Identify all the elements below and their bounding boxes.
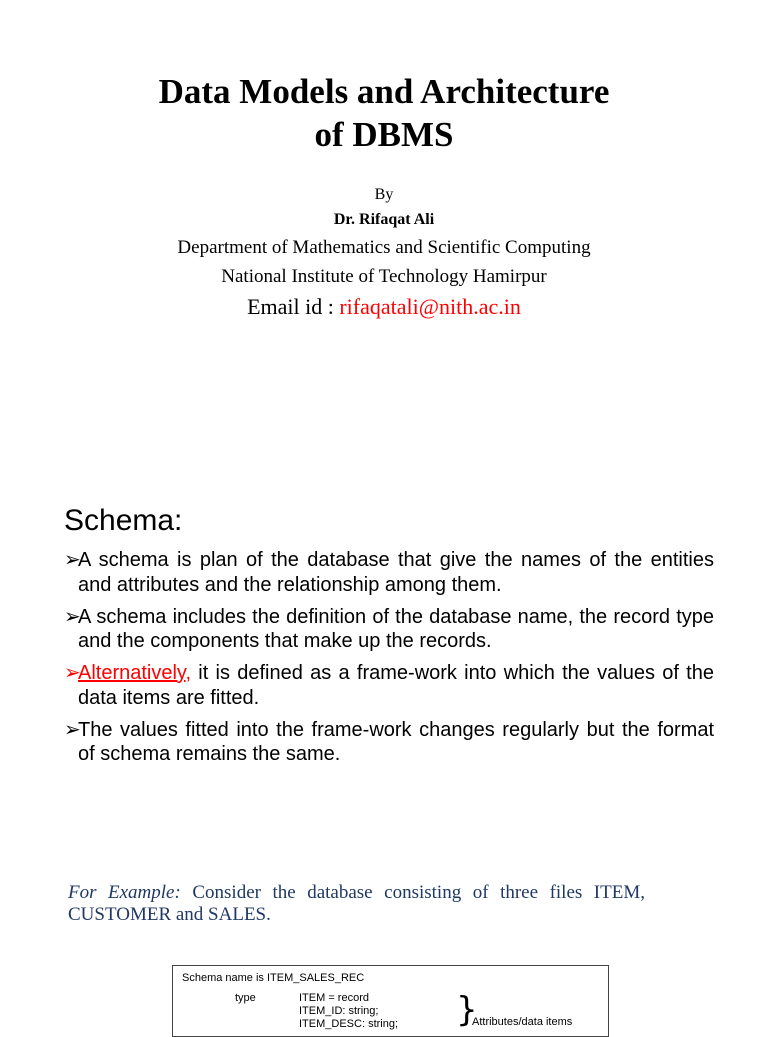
brace-icon: } — [456, 990, 478, 1030]
bullet-text: A schema includes the definition of the database name, the record type and the components that make up the records. — [78, 605, 714, 652]
email-link[interactable]: rifaqatali@nith.ac.in — [339, 294, 521, 319]
schema-box-line: ITEM_ID: string; — [299, 1005, 379, 1017]
bullet-item — [64, 718, 714, 767]
schema-heading: Schema: — [64, 504, 183, 537]
bullet-item — [64, 548, 714, 597]
schema-definition-box — [172, 965, 609, 1037]
example-label: For Example: — [68, 882, 181, 903]
example-paragraph — [68, 882, 645, 926]
schema-box-header: Schema name is ITEM_SALES_REC — [182, 972, 365, 984]
arrow-bullet-icon: ➢ — [64, 662, 81, 684]
arrow-bullet-icon: ➢ — [64, 718, 81, 741]
department: Department of Mathematics and Scientific Computing — [177, 237, 591, 258]
author-name: Dr. Rifaqat Ali — [333, 211, 435, 228]
bullet-item — [64, 661, 714, 710]
alternatively-highlight: Alternatively, — [78, 662, 192, 684]
institute: National Institute of Technology Hamirpur — [221, 266, 547, 287]
title-line-2: of DBMS — [314, 115, 454, 154]
bullet-item — [64, 605, 714, 654]
bullet-text: it is defined as a frame-work into which the values of the data items are fitted. — [78, 662, 714, 709]
title-line-1: Data Models and Architecture — [158, 72, 610, 111]
schema-box-line: ITEM = record — [299, 992, 369, 1004]
arrow-bullet-icon: ➢ — [64, 549, 81, 571]
bullet-text: A schema is plan of the database that give the names of the entities and attributes and the relationship among them. — [78, 549, 714, 596]
schema-box-brace-note: Attributes/data items — [472, 1016, 573, 1028]
by-label: By — [374, 186, 394, 203]
arrow-bullet-icon: ➢ — [64, 605, 81, 628]
slide-title — [0, 70, 768, 156]
example-text: Consider the database consisting of three files ITEM, CUSTOMER and SALES. — [68, 882, 645, 925]
schema-box-type-label: type — [235, 992, 256, 1004]
email-line — [0, 294, 768, 320]
schema-bullet-list — [64, 548, 714, 774]
schema-box-line: ITEM_DESC: string; — [299, 1018, 399, 1030]
bullet-text: The values fitted into the frame-work changes regularly but the format of schema remains the same. — [78, 718, 714, 765]
email-label: Email id : — [247, 294, 340, 319]
